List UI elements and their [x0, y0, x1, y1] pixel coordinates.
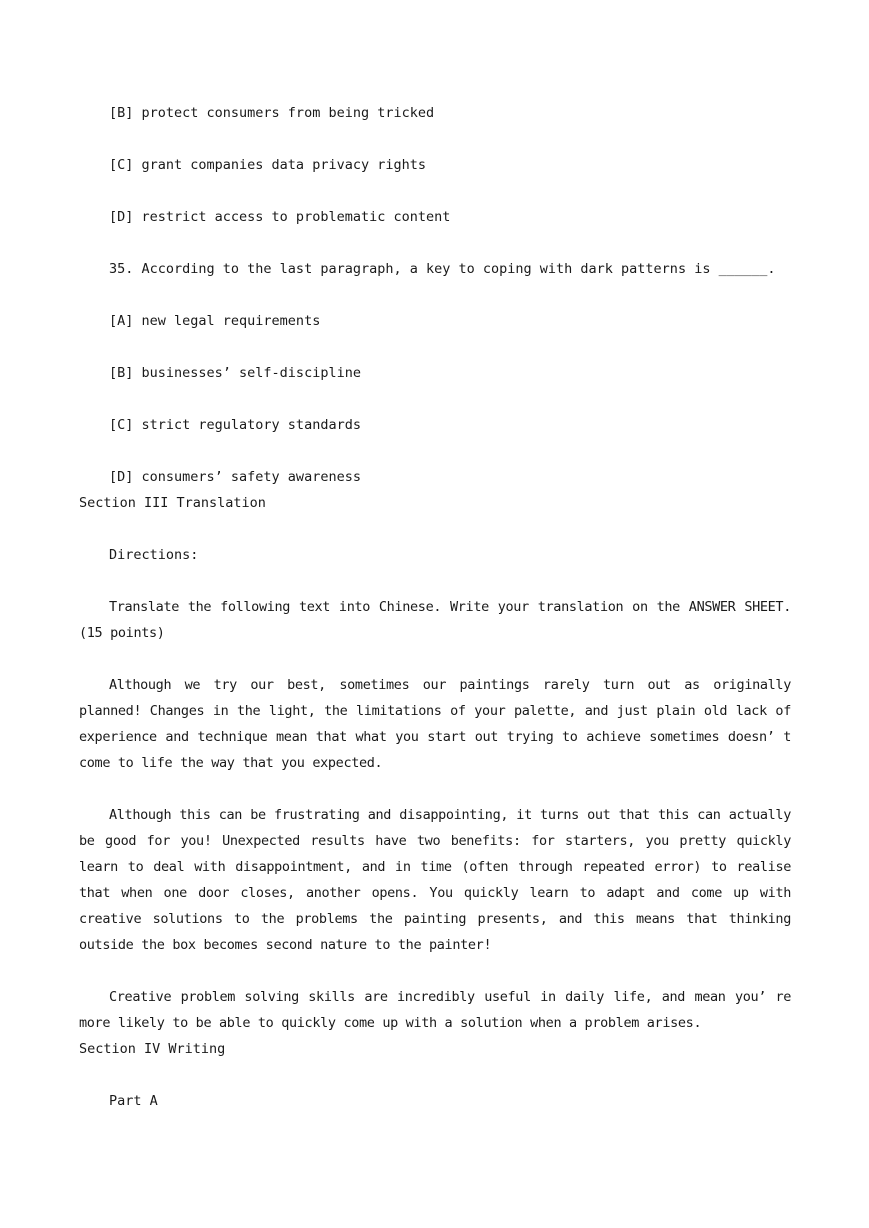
q35-option-a: [A] new legal requirements [109, 313, 321, 329]
translation-paragraph-2: Although this can be frustrating and disappointing, it turns out that this can actually be good for you! Unexpected results have two benefits: for starters, you pretty quickly learn to deal with disappointment, and in time (often through repeated error) to realise that when one door closes, another opens. You quickly learn to adapt and come up with creative solutions to the problems the painting presents, and this means that thinking outside the box becomes second nature to the painter! [79, 807, 791, 953]
q35-option-d: [D] consumers’ safety awareness [109, 469, 361, 485]
q34-option-d: [D] restrict access to problematic content [109, 209, 451, 225]
part-a-label: Part A [109, 1093, 158, 1109]
exam-page [79, 100, 791, 1114]
q35-question: 35. According to the last paragraph, a key to coping with dark patterns is ______. [109, 261, 776, 277]
q34-option-b: [B] protect consumers from being tricked [109, 105, 435, 121]
directions-label: Directions: [109, 547, 199, 563]
q34-option-c: [C] grant companies data privacy rights [109, 157, 426, 173]
translation-paragraph-3: Creative problem solving skills are incredibly useful in daily life, and mean you’ re more likely to be able to quickly come up with a solution when a problem arises. [79, 989, 791, 1031]
q35-option-c: [C] strict regulatory standards [109, 417, 361, 433]
translation-paragraph-1: Although we try our best, sometimes our paintings rarely turn out as originally planned! Changes in the light, the limitations of your palette, and just plain old lack of experience and technique mean that what you start out trying to achieve sometimes doesn’ t come to life the way that you expected. [79, 677, 791, 771]
directions-text: Translate the following text into Chinese. Write your translation on the ANSWER SHEET. (15 points) [79, 599, 791, 641]
q35-option-b: [B] businesses’ self-discipline [109, 365, 361, 381]
section-4-title: Section IV Writing [79, 1041, 226, 1057]
section-3-title: Section III Translation [79, 495, 266, 511]
